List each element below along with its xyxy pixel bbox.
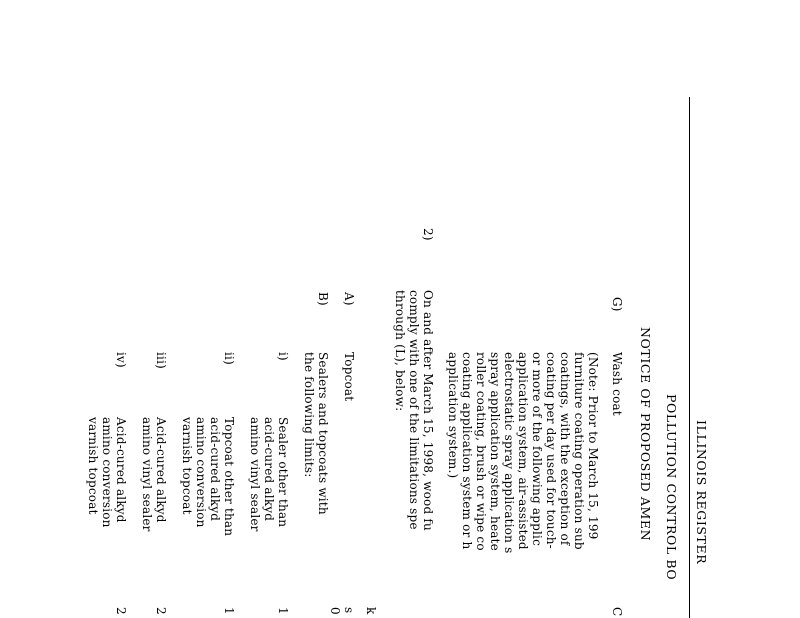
item-iv-label: iv) [114, 352, 128, 368]
item-iii-label: iii) [154, 352, 168, 369]
item-i-label: i) [276, 352, 290, 361]
item-a-limit-line: s [342, 607, 356, 614]
item-a-label: A) [342, 292, 356, 306]
paragraph-2 [393, 290, 435, 531]
item-ii-line: amino conversion [194, 417, 208, 528]
item-ii-text [180, 417, 236, 536]
note-line: (Note: Prior to March 15, 199 [586, 352, 600, 540]
item-iii-line: Acid-cured alkyd [154, 417, 168, 523]
item-iii-value: 2 [154, 607, 168, 615]
item-iv-text [86, 417, 128, 528]
item-iii-text [140, 417, 168, 532]
item-g-label: G) [610, 297, 624, 312]
register-title: ILLINOIS REGISTER [694, 420, 709, 565]
paragraph-2-label: 2) [421, 228, 435, 241]
header-rule [689, 97, 690, 618]
note-line: spray application system, heate [488, 352, 502, 551]
item-i-value: 1 [276, 607, 290, 615]
item-a-value: k [364, 607, 378, 615]
note-line: electrostatic spray application s [502, 352, 516, 554]
item-iv-line: Acid-cured alkyd [114, 417, 128, 523]
item-iii-line: amino vinyl sealer [140, 417, 154, 532]
paragraph-2-line: On and after March 15, 1998, wood fu [421, 290, 435, 531]
item-ii-line: varnish topcoat [180, 417, 194, 515]
note-line: application system.) [446, 352, 460, 479]
note-line: or more of the following applic [530, 352, 544, 546]
item-ii-line: acid-cured alkyd [208, 417, 222, 522]
item-a-limit [328, 607, 356, 615]
item-ii-value: 1 [222, 607, 236, 615]
paragraph-2-line: through (L), below: [393, 290, 407, 412]
item-iv-line: varnish topcoat [86, 417, 100, 515]
note-line: coating per day used for touch- [544, 352, 558, 549]
paragraph-2-line: comply with one of the limitations spe [407, 290, 421, 530]
item-iv-line: amino conversion [100, 417, 114, 528]
note-line: application system, air-assisted [516, 352, 530, 550]
note-line: furniture coating operation sub [572, 352, 586, 550]
note-line: coating application system or h [460, 352, 474, 550]
note-line: coatings, with the exception of [558, 352, 572, 546]
item-a-limit-line: 0 [328, 607, 342, 615]
item-g-text: Wash coat [610, 352, 624, 416]
notice-title: NOTICE OF PROPOSED AMEN [638, 327, 653, 542]
item-i-line: acid-cured alkyd [262, 417, 276, 522]
item-b-line: the following limits: [302, 352, 316, 478]
note-line: roller coating, brush or wipe co [474, 352, 488, 551]
item-iv-value: 2 [114, 607, 128, 615]
item-ii-line: Topcoat other than [222, 417, 236, 537]
item-ii-label: ii) [222, 352, 236, 365]
note-paragraph [446, 352, 600, 553]
item-b-line: Sealers and topcoats with [316, 352, 330, 515]
board-title: POLLUTION CONTROL BO [664, 394, 679, 581]
item-b-text [302, 352, 330, 515]
item-b-label: B) [316, 292, 330, 306]
item-g-value: C [610, 607, 624, 617]
item-a-text: Topcoat [342, 352, 356, 402]
item-i-line: amino vinyl sealer [248, 417, 262, 532]
item-i-text [248, 417, 290, 532]
item-i-line: Sealer other than [276, 417, 290, 528]
